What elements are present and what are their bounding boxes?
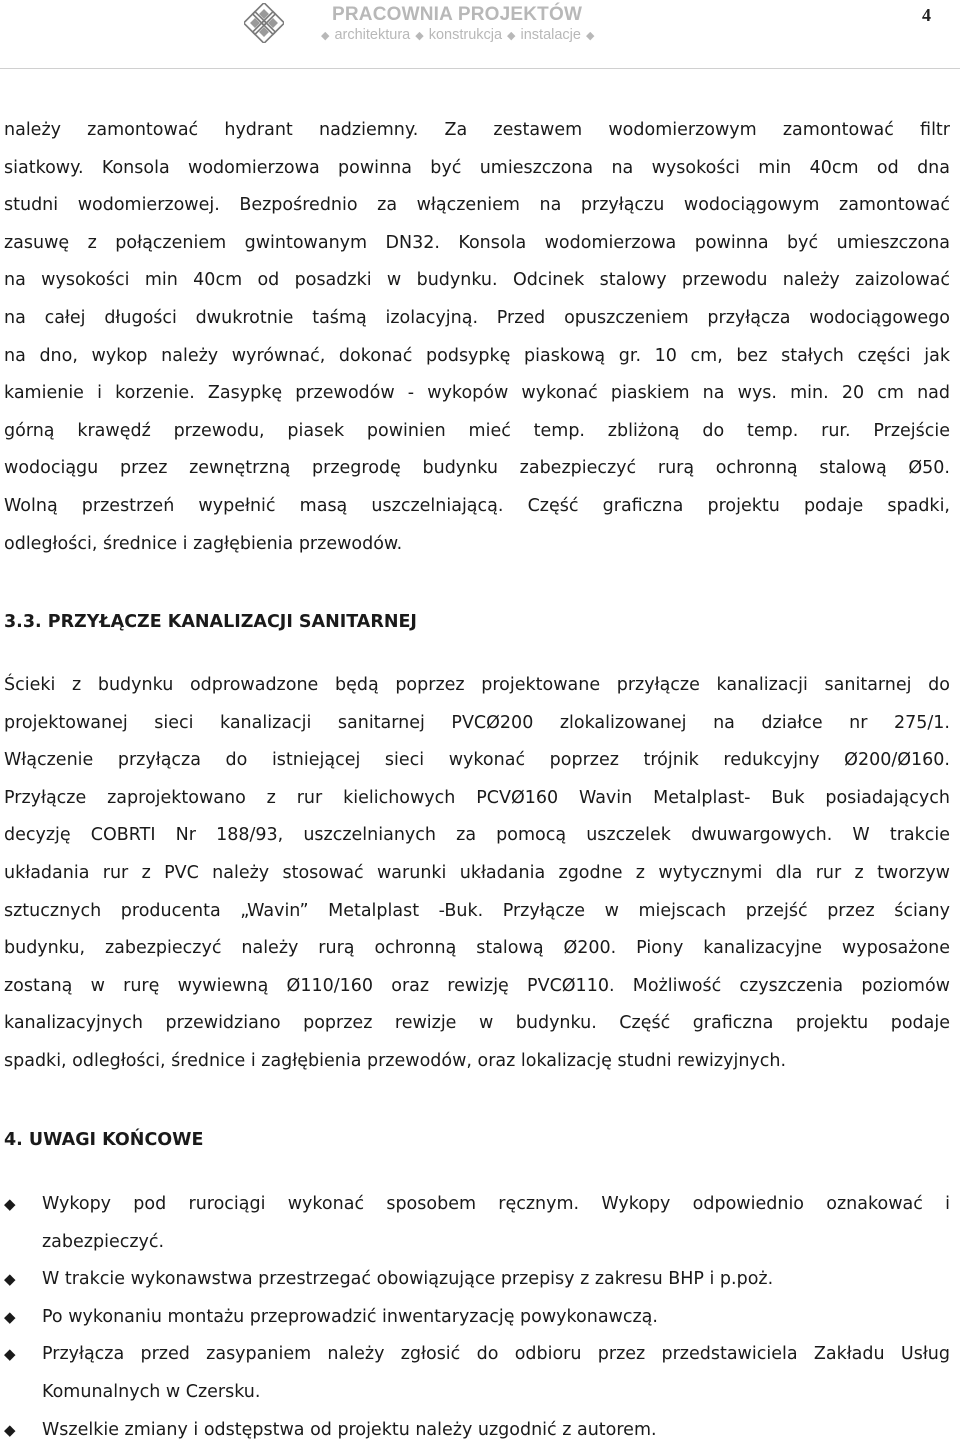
tagline-item: konstrukcja	[428, 27, 503, 43]
text-line: zostaną w rurę wywiewną Ø110/160 oraz rewizję PVCØ110. Możliwość czyszczenia poziomów	[4, 975, 950, 996]
list-item	[4, 1261, 950, 1299]
list-item	[4, 1186, 950, 1261]
list-item-text: Wykopy pod rurociągi wykonać sposobem ręcznym. Wykopy odpowiednio oznakować i	[42, 1194, 950, 1214]
section-heading-sewer	[4, 610, 950, 634]
text-line: na wysokości min 40cm od posadzki w budynku. Odcinek stalowy przewodu należy zaizolować	[4, 270, 950, 291]
header-rule	[0, 68, 960, 69]
diamond-bullet-icon: ◆	[4, 1345, 16, 1364]
list-item	[4, 1412, 950, 1449]
list-item-text: W trakcie wykonawstwa przestrzegać obowiązujące przepisy z zakresu BHP i p.poż.	[42, 1269, 774, 1290]
diamond-bullet-icon: ◆	[507, 30, 516, 42]
list-item	[4, 1299, 950, 1337]
text-line: decyzję COBRTI Nr 188/93, uszczelnianych za pomocą uszczelek dwuwargowych. W trakcie	[4, 825, 950, 846]
text-line: spadki, odległości, średnice i zagłębienia przewodów, oraz lokalizację studni rewizyjnych.	[4, 1050, 787, 1071]
text-line: studni wodomierzowej. Bezpośrednio za włączeniem na przyłączu wodociągowym zamontować	[4, 195, 950, 216]
text-line: odległości, średnice i zagłębienia przewodów.	[4, 533, 403, 554]
diamond-bullet-icon: ◆	[4, 1307, 16, 1326]
list-item-text: Wszelkie zmiany i odstępstwa od projektu należy uzgodnić z autorem.	[42, 1419, 657, 1440]
diamond-logo-icon	[244, 3, 284, 43]
text-line: wodociągu przez zewnętrzną przegrodę budynku zabezpieczyć rurą ochronną stalową Ø50.	[4, 458, 950, 479]
text-line: kanalizacyjnych przewidziano poprzez rewizje w budynku. Część graficzna projektu podaje	[4, 1013, 950, 1034]
paragraph-water-connection	[4, 112, 950, 563]
diamond-bullet-icon: ◆	[585, 30, 595, 42]
paragraph-sewer-connection	[4, 667, 950, 1081]
diamond-bullet-icon: ◆	[321, 30, 330, 42]
section-number: 3.3.	[4, 612, 42, 632]
diamond-bullet-icon: ◆	[415, 30, 424, 42]
text-line: górną krawędź przewodu, piasek powinien mieć temp. zbliżoną do temp. rur. Przejście	[4, 420, 950, 441]
text-line: zasuwę z połączeniem gwintowanym DN32. Konsola wodomierzowa powinna być umieszczona	[4, 232, 950, 253]
text-line: na całej długości dwukrotnie taśmą izolacyjną. Przed opuszczeniem przyłącza wodociągowego	[4, 307, 950, 328]
page-number: 4	[922, 5, 931, 25]
section-title: UWAGI KOŃCOWE	[28, 1130, 204, 1150]
text-line: Ścieki z budynku odprowadzone będą poprzez projektowane przyłącze kanalizacji sanitarnej do	[4, 675, 950, 695]
page-header	[0, 0, 960, 70]
diamond-bullet-icon: ◆	[4, 1420, 16, 1439]
company-name: PRACOWNIA PROJEKTÓW	[332, 4, 583, 25]
list-item	[4, 1336, 950, 1411]
text-line: projektowanej sieci kanalizacji sanitarnej PVCØ200 zlokalizowanej na działce nr 275/1.	[4, 712, 950, 733]
final-notes-list	[4, 1186, 950, 1449]
tagline-item: architektura	[334, 27, 411, 43]
list-item-text: Komunalnych w Czersku.	[42, 1381, 261, 1402]
text-line: budynku, zabezpieczyć należy rurą ochronną stalową Ø200. Piony kanalizacyjne wyposażone	[4, 938, 950, 959]
tagline-item: instalacje	[520, 27, 581, 43]
company-tagline	[316, 27, 599, 43]
section-heading-final-notes	[4, 1128, 950, 1152]
text-line: sztucznych producenta „Wavin” Metalplast -Buk. Przyłącze w miejscach przejść przez ściany	[4, 900, 950, 921]
text-line: na dno, wykop należy wyrównać, dokonać podsypkę piaskową gr. 10 cm, bez stałych części jak	[4, 345, 950, 366]
list-item-text: Przyłącza przed zasypaniem należy zgłosić do odbioru przez przedstawiciela Zakładu Usług	[42, 1344, 950, 1365]
text-line: siatkowy. Konsola wodomierzowa powinna być umieszczona na wysokości min 40cm od dna	[4, 157, 950, 178]
text-line: Wolną przestrzeń wypełnić masą uszczelniającą. Część graficzna projektu podaje spadki,	[4, 495, 950, 516]
list-item-text: Po wykonaniu montażu przeprowadzić inwentaryzację powykonawczą.	[42, 1306, 658, 1327]
diamond-bullet-icon: ◆	[4, 1195, 16, 1213]
section-number: 4.	[4, 1130, 23, 1150]
text-line: Włączenie przyłącza do istniejącej sieci wykonać poprzez trójnik redukcyjny Ø200/Ø160.	[4, 750, 950, 771]
text-line: układania rur z PVC należy stosować warunki układania zgodne z wytycznymi dla rur z tworzyw	[4, 862, 950, 883]
text-line: należy zamontować hydrant nadziemny. Za zestawem wodomierzowym zamontować filtr	[4, 120, 950, 140]
text-line: Przyłącze zaprojektowano z rur kielichowych PCVØ160 Wavin Metalplast- Buk posiadających	[4, 787, 950, 808]
list-item-text: zabezpieczyć.	[42, 1231, 165, 1252]
diamond-bullet-icon: ◆	[4, 1270, 16, 1289]
text-line: kamienie i korzenie. Zasypkę przewodów - wykopów wykonać piaskiem na wys. min. 20 cm nad	[4, 383, 950, 404]
section-title: PRZYŁĄCZE KANALIZACJI SANITARNEJ	[47, 612, 417, 632]
